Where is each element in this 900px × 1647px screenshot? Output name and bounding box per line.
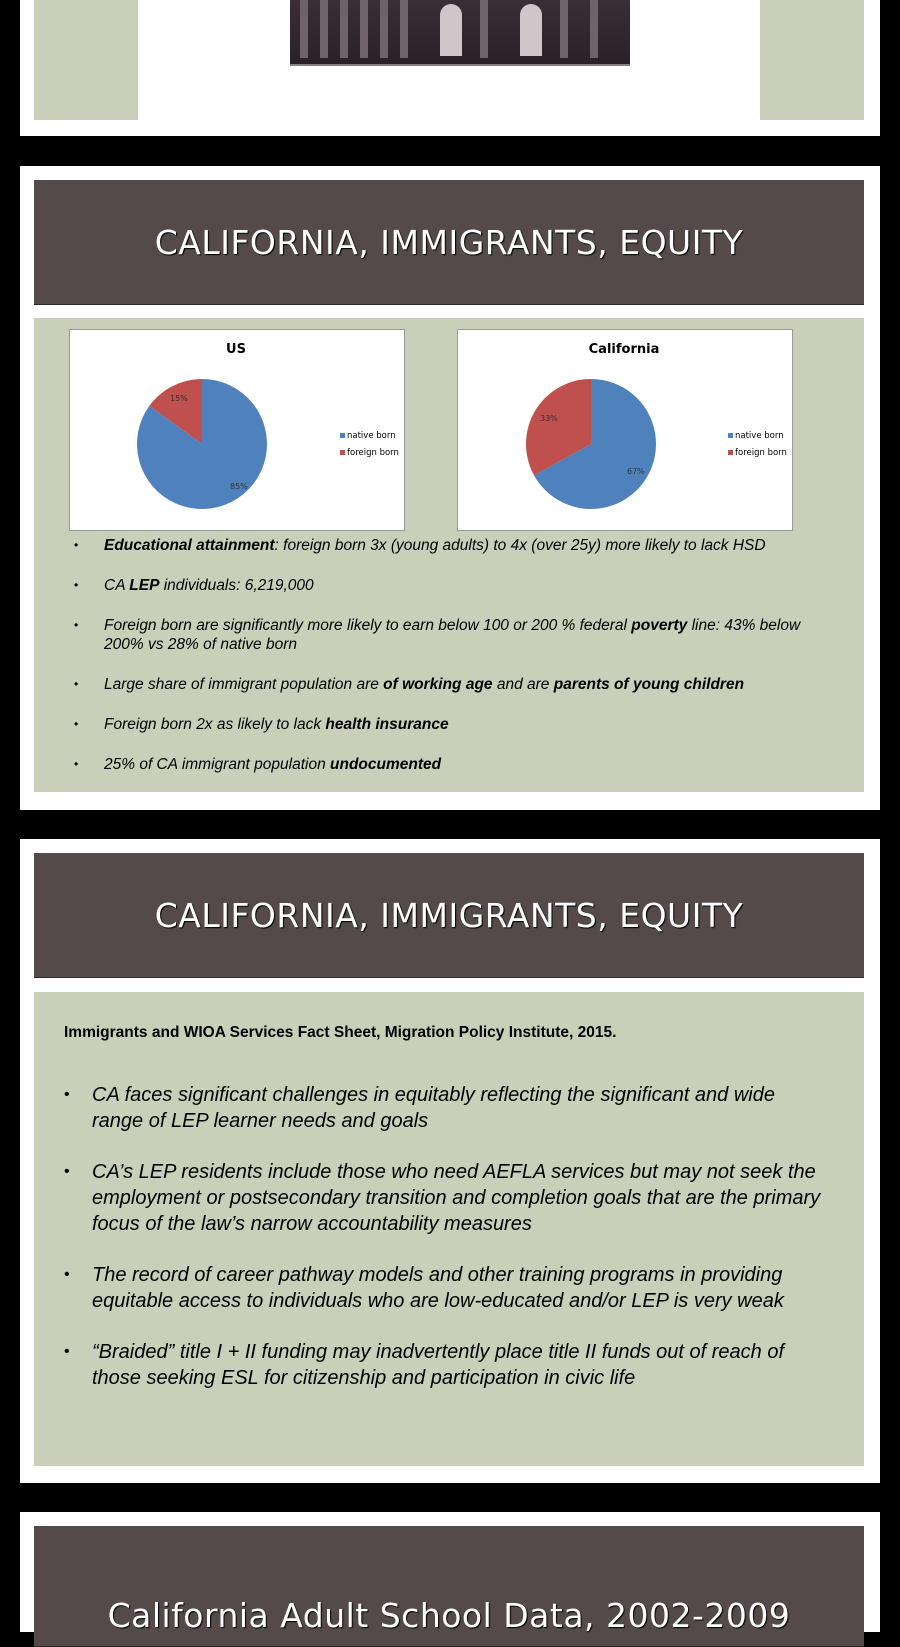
list-item: • The record of career pathway models and other training programs in providing equitable access to individuals who are low-educated and/or LEP is very weak: [64, 1264, 784, 1312]
legend-native: native born: [735, 431, 784, 441]
slide-title: California Adult School Data, 2002-2009: [107, 1595, 791, 1635]
slide-title: CALIFORNIA, IMMIGRANTS, EQUITY: [154, 895, 744, 935]
slide-content: [34, 992, 864, 1466]
california-pie-chart: [457, 329, 793, 531]
historic-building-photo: [290, 0, 630, 66]
list-item: • CA faces significant challenges in equitably reflecting the significant and wide range of LEP learner needs and goals: [64, 1084, 775, 1132]
list-item: • 25% of CA immigrant population undocumented: [74, 756, 442, 773]
slice-label-native: 67%: [627, 467, 645, 476]
right-accent-panel: [760, 0, 864, 120]
slice-label-native: 85%: [230, 482, 248, 491]
slice-label-foreign: 33%: [540, 414, 558, 423]
slide-adult-school-data: [20, 1512, 880, 1635]
list-item: • Foreign born 2x as likely to lack health insurance: [74, 716, 449, 733]
chart-title: California: [588, 342, 660, 357]
slide-immigrants-equity-1: [20, 166, 880, 810]
list-item: • CA LEP individuals: 6,219,000: [74, 577, 314, 594]
legend-foreign: foreign born: [347, 448, 399, 458]
list-item: • Educational attainment: foreign born 3x (young adults) to 4x (over 25y) more likely to lack HSD: [74, 537, 766, 554]
source-citation: Immigrants and WIOA Services Fact Sheet, Migration Policy Institute, 2015.: [64, 1024, 617, 1041]
slide-title: CALIFORNIA, IMMIGRANTS, EQUITY: [154, 222, 744, 262]
legend-native: native born: [347, 431, 396, 441]
slide-title-bar: [34, 180, 864, 305]
legend-swatch-native: [728, 433, 733, 438]
slide-previous: [20, 0, 880, 136]
list-item: • CA’s LEP residents include those who need AEFLA services but may not seek the employment or postsecondary transition and completion goals that are the primary focus of the law’s narrow accountability measures: [64, 1161, 821, 1235]
chart-title: US: [226, 342, 246, 357]
legend-swatch-native: [340, 433, 345, 438]
facts-bullet-list: [74, 536, 834, 795]
list-item: • Foreign born are significantly more likely to earn below 100 or 200 % federal poverty line: 43% below 200% vs 28% of native born: [74, 617, 801, 653]
list-item: • Large share of immigrant population are of working age and are parents of young children: [74, 676, 745, 693]
legend-foreign: foreign born: [735, 448, 787, 458]
left-accent-panel: [34, 0, 138, 120]
legend-swatch-foreign: [340, 450, 345, 455]
slice-label-foreign: 15%: [170, 394, 188, 403]
slide-content: [34, 318, 864, 792]
slide-immigrants-equity-2: [20, 839, 880, 1483]
slide-title-bar: [34, 853, 864, 978]
legend-swatch-foreign: [728, 450, 733, 455]
slide-title-bar: [34, 1526, 864, 1647]
list-item: • “Braided” title I + II funding may inadvertently place title II funds out of reach of those seeking ESL for citizenship and participation in civic life: [64, 1341, 785, 1389]
us-pie-chart: [69, 329, 405, 531]
challenges-bullet-list: [64, 1082, 824, 1416]
